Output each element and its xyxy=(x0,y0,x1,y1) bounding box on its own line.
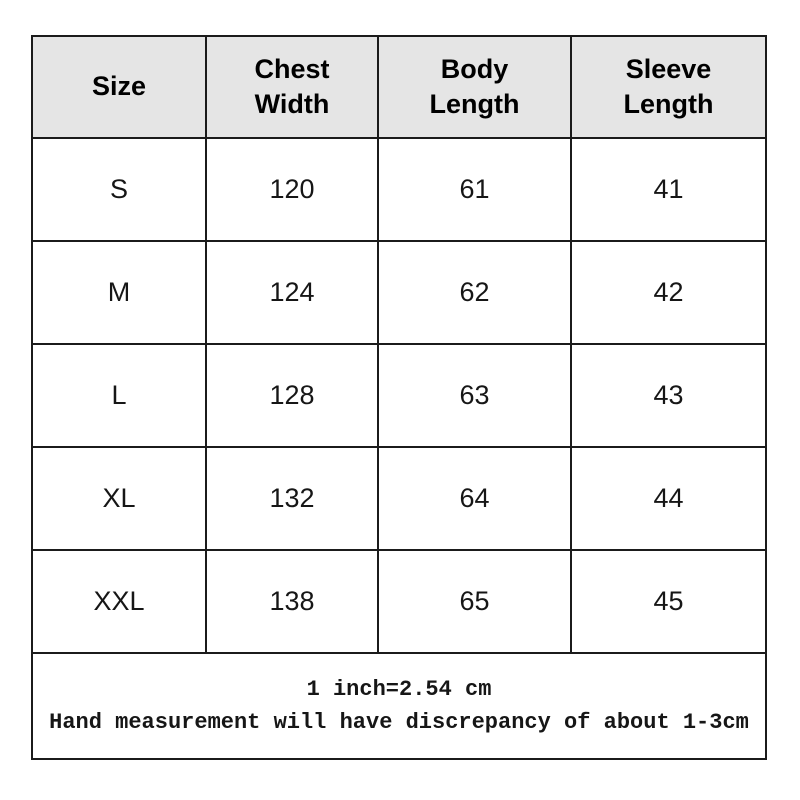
table-row-s xyxy=(32,138,766,241)
cell-chest-width: 128 xyxy=(206,344,378,447)
table-row-l xyxy=(32,344,766,447)
cell-chest-width: 138 xyxy=(206,550,378,653)
cell-chest-width: 124 xyxy=(206,241,378,344)
column-header-size xyxy=(32,36,206,138)
cell-sleeve-length: 42 xyxy=(571,241,766,344)
header-size-line1: Size xyxy=(91,71,147,102)
cell-size: L xyxy=(32,344,206,447)
cell-chest-width: 132 xyxy=(206,447,378,550)
footer-note-line1: 1 inch=2.54 cm xyxy=(306,677,492,702)
column-header-body-length xyxy=(378,36,571,138)
cell-body-length: 63 xyxy=(378,344,571,447)
cell-body-length: 61 xyxy=(378,138,571,241)
cell-sleeve-length: 41 xyxy=(571,138,766,241)
header-row xyxy=(32,36,766,138)
cell-body-length: 65 xyxy=(378,550,571,653)
cell-body-length: 64 xyxy=(378,447,571,550)
header-chest-line1: Chest xyxy=(254,53,330,84)
header-sleeve-line2: Length xyxy=(623,89,714,119)
table-row-m xyxy=(32,241,766,344)
column-header-sleeve-length xyxy=(571,36,766,138)
cell-sleeve-length: 45 xyxy=(571,550,766,653)
table-row-xl xyxy=(32,447,766,550)
cell-size: XL xyxy=(32,447,206,550)
header-body-line1: Body xyxy=(440,53,509,84)
cell-chest-width: 120 xyxy=(206,138,378,241)
cell-body-length: 62 xyxy=(378,241,571,344)
cell-size: S xyxy=(32,138,206,241)
footer-note-line2: Hand measurement will have discrepancy of about 1-3cm xyxy=(49,710,749,735)
header-chest-line2: Width xyxy=(254,89,330,119)
table-row-xxl xyxy=(32,550,766,653)
size-chart-table xyxy=(31,35,767,760)
footer-row xyxy=(32,653,766,759)
cell-size: XXL xyxy=(32,550,206,653)
header-body-line2: Length xyxy=(429,89,520,119)
cell-size: M xyxy=(32,241,206,344)
cell-sleeve-length: 44 xyxy=(571,447,766,550)
column-header-chest-width xyxy=(206,36,378,138)
cell-sleeve-length: 43 xyxy=(571,344,766,447)
footer-note-cell xyxy=(32,653,766,759)
header-sleeve-line1: Sleeve xyxy=(625,53,712,84)
